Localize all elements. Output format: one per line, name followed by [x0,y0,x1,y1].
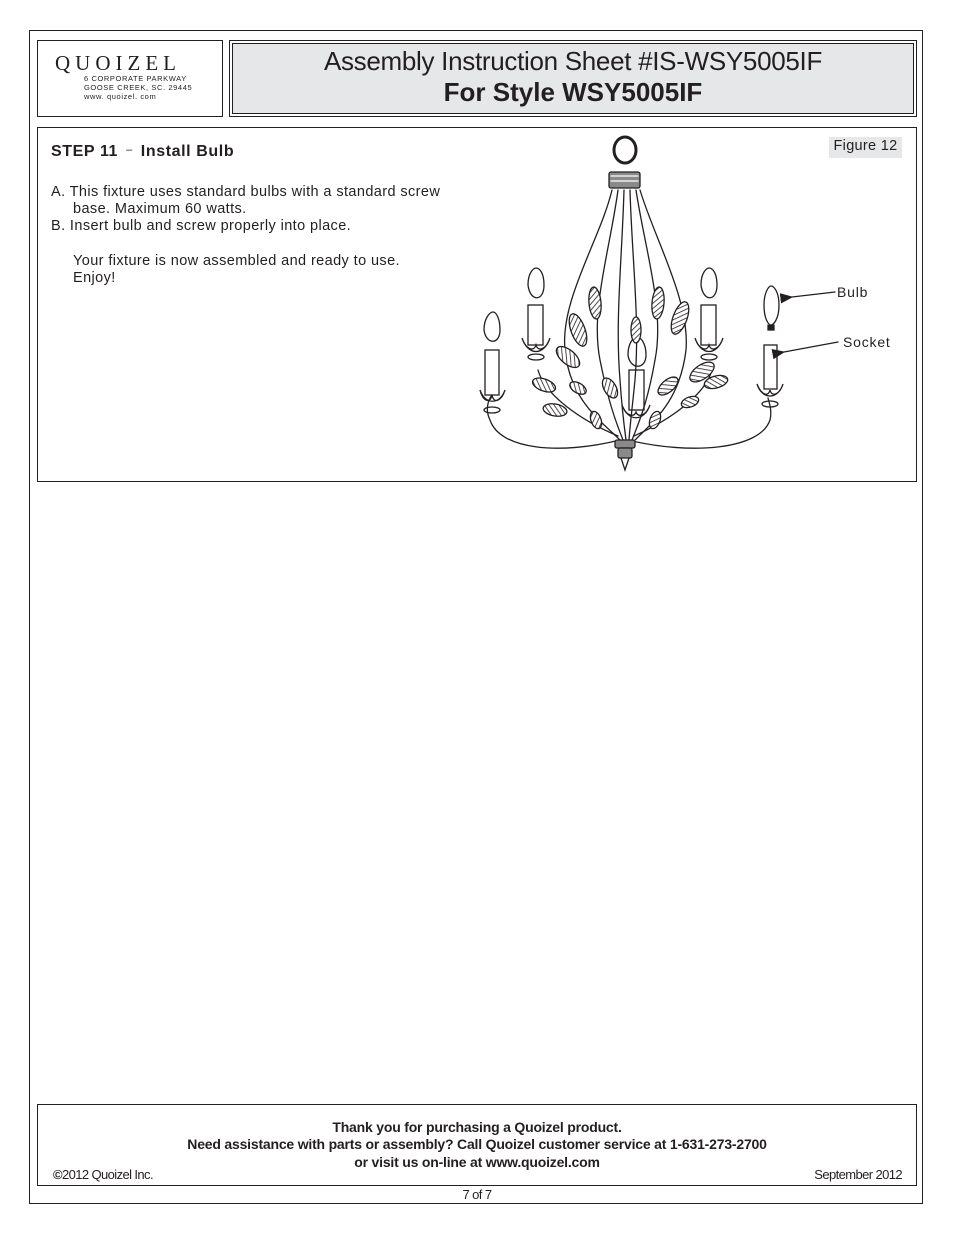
completion-note: Your fixture is now assembled and ready to use. [73,253,400,269]
logo-website: www. quoizel. com [84,92,157,101]
page-number: 7 of 7 [462,1187,492,1202]
footer-panel [37,1104,917,1186]
step-title: Install Bulb [140,143,235,160]
enjoy-note: Enjoy! [73,270,116,286]
figure-label: Figure 12 [829,137,902,158]
instruction-b: B. Insert bulb and screw properly into place. [51,218,352,234]
socket-callout-label: Socket [843,334,891,350]
chandelier-illustration [470,132,850,477]
thank-you-text: Thank you for purchasing a Quoizel product. [332,1119,622,1135]
step-number: STEP 11 [51,143,119,160]
bulb-callout-label: Bulb [837,284,869,300]
title-block [229,40,917,117]
website-text: or visit us on-line at www.quoizel.com [354,1154,600,1170]
support-text: Need assistance with parts or assembly? Call Quoizel customer service at 1-631-273-2700 [187,1136,767,1152]
sheet-title: Assembly Instruction Sheet #IS-WSY5005IF [323,46,823,76]
step-separator: – [126,144,133,156]
copyright-text: ©2012 Quoizel Inc. [53,1167,153,1182]
style-title: For Style WSY5005IF [443,77,703,107]
step-heading [51,143,234,161]
instruction-a-continued: base. Maximum 60 watts. [73,201,247,217]
logo-address-line2: GOOSE CREEK, SC. 29445 [84,83,193,92]
logo-address-line1: 6 CORPORATE PARKWAY [84,74,187,83]
revision-date: September 2012 [814,1167,902,1182]
logo-wordmark: QUOIZEL [55,51,181,75]
copyright-icon: © [53,1167,62,1182]
company-logo-block [37,40,223,117]
instruction-a: A. This fixture uses standard bulbs with a standard screw [51,184,441,200]
